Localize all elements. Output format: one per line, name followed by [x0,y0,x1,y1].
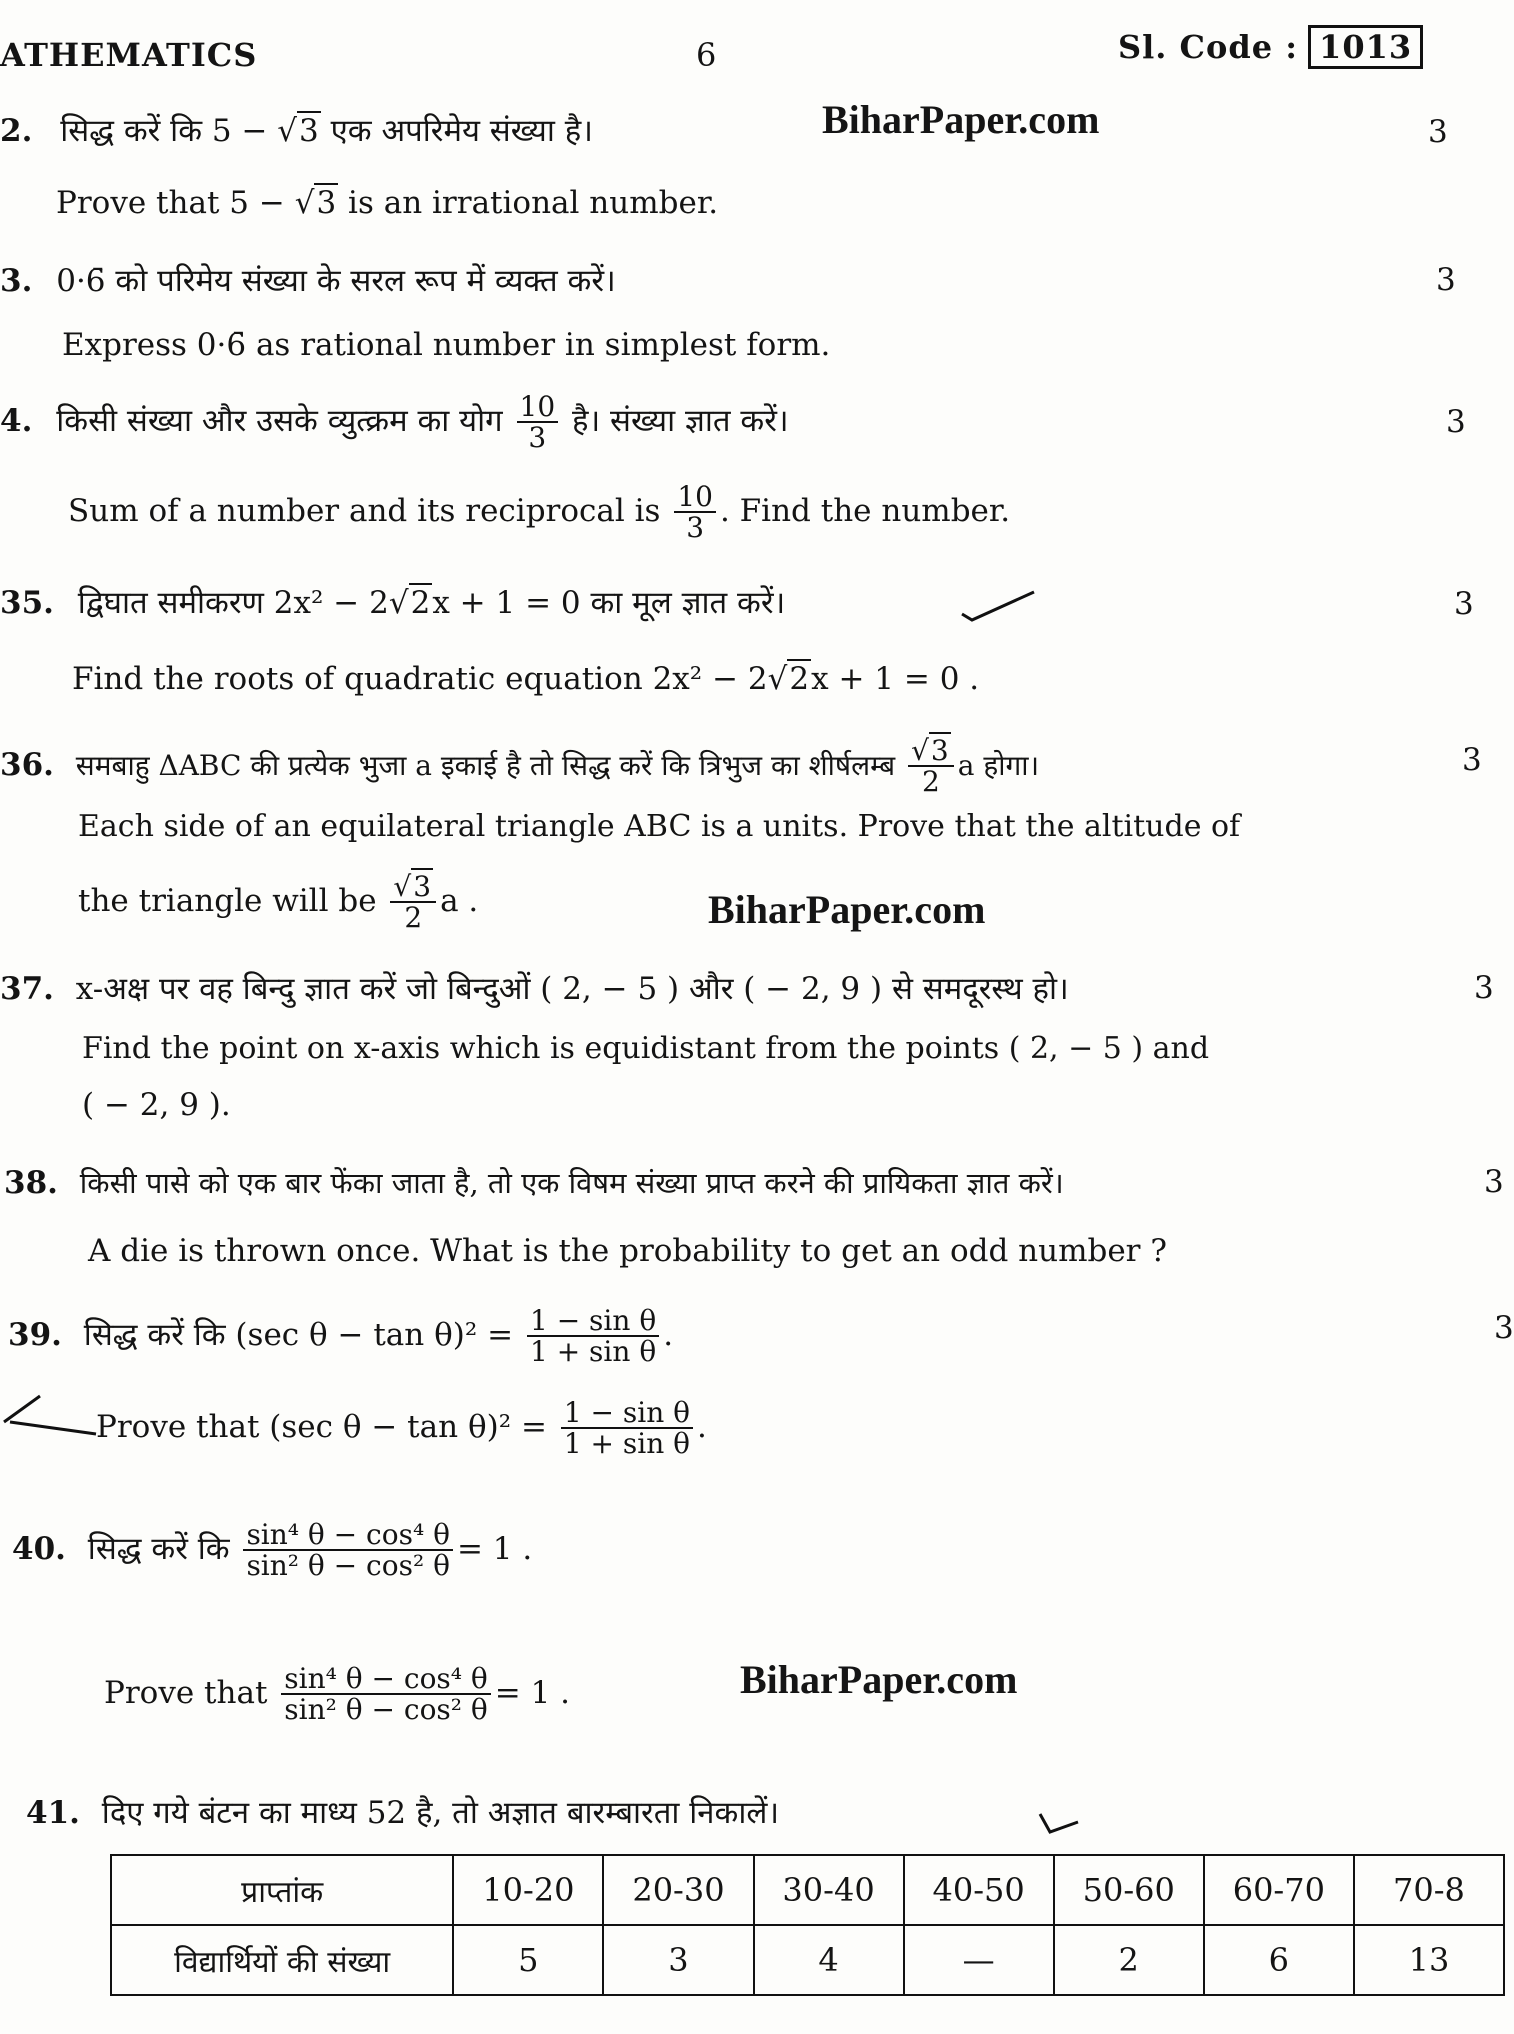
question-36-hindi: 36. समबाहु ΔABC की प्रत्येक भुजा a इकाई है तो सिद्ध करें कि त्रिभुज का शीर्षलम्ब $\frac{√3}{2}$ a होगा। [0,734,1040,799]
question-38-hindi: 38. किसी पासे को एक बार फेंका जाता है, तो एक विषम संख्या प्राप्त करने की प्रायिकता ज्ञात करें। [4,1165,1064,1201]
table-row [111,1855,1504,1925]
subject-title: ATHEMATICS [0,36,258,74]
fraction: $\frac{10}{3}$ [674,482,716,543]
watermark-3: BiharPaper.com [740,1657,1018,1702]
frequency-cell: 5 [453,1925,603,1995]
fraction: $\frac{\text{1 − sin θ}}{\text{1 + sin θ}}$ [561,1398,693,1459]
frequency-cell: 2 [1054,1925,1204,1995]
question-39-marks: 3 [1494,1310,1514,1346]
question-37-english-line2: ( − 2, 9 ). [82,1087,231,1123]
question-37-english-line1: Find the point on x-axis which is equidistant from the points ( 2, − 5 ) and [82,1031,1210,1066]
fraction: $\frac{\text{1 − sin θ}}{\text{1 + sin θ}}$ [527,1306,659,1367]
question-36-english-line2: the triangle will be $\frac{√3}{2}$ a . [78,870,479,935]
watermark-1: BiharPaper.com [822,97,1100,142]
question-39-hindi: 39. सिद्ध करें कि (sec θ − tan θ)² = $\frac{\text{1 − sin θ}}{\text{1 + sin θ}}$ . [8,1304,674,1369]
sl-code [1118,28,1423,66]
class-interval-cell: 40-50 [904,1855,1054,1925]
question-4-english: Sum of a number and its reciprocal is $\frac{10}{3}$ . Find the number. [68,480,1011,545]
tick-mark-icon [1036,1808,1082,1838]
question-35-english: Find the roots of quadratic equation 2x² − 2√2x + 1 = 0 . [72,661,980,697]
fraction: $\frac{10}{3}$ [517,392,559,453]
question-37-hindi: 37. x-अक्ष पर वह बिन्दु ज्ञात करें जो बिन्दुओं ( 2, − 5 ) और ( − 2, 9 ) से समदूरस्थ हो। [0,971,1069,1007]
question-38-english: A die is thrown once. What is the probability to get an odd number ? [88,1233,1167,1269]
fraction: $\frac{√3}{2}$ [908,736,954,797]
table-row [111,1925,1504,1995]
frequency-cell: — [904,1925,1054,1995]
class-interval-cell: 20-30 [603,1855,753,1925]
question-38-marks: 3 [1484,1164,1504,1200]
check-mark-icon [0,1388,100,1438]
class-interval-cell: 60-70 [1204,1855,1354,1925]
frequency-table-wrapper [110,1854,1505,1996]
frequency-cell: 13 [1354,1925,1504,1995]
question-number: 2. [0,113,33,149]
frequency-cell: 3 [603,1925,753,1995]
question-4-hindi: 4. किसी संख्या और उसके व्युत्क्रम का योग $\frac{10}{3}$ है। संख्या ज्ञात करें। [0,390,789,455]
page-number: 6 [696,36,718,74]
question-4-marks: 3 [1446,404,1466,440]
frequency-distribution-table [110,1854,1505,1996]
class-interval-cell: 50-60 [1054,1855,1204,1925]
fraction: $\frac{\text{sin⁴ θ − cos⁴ θ}}{\text{sin² θ − cos² θ}}$ [281,1664,491,1725]
question-35-hindi: 35. द्विघात समीकरण 2x² − 2√2x + 1 = 0 का मूल ज्ञात करें। [0,585,786,621]
sl-code-label: Sl. Code : [1118,28,1299,66]
fraction: $\frac{√3}{2}$ [390,872,436,933]
question-39-english: Prove that (sec θ − tan θ)² = $\frac{\text{1 − sin θ}}{\text{1 + sin θ}}$ . [96,1396,707,1461]
question-41-hindi: 41. दिए गये बंटन का माध्य 52 है, तो अज्ञात बारम्बारता निकालें। [26,1795,780,1831]
question-37-marks: 3 [1474,970,1494,1006]
watermark-2: BiharPaper.com [708,887,986,932]
question-2-marks: 3 [1428,114,1448,150]
sl-code-value: 1013 [1308,25,1423,69]
frequency-cell: 4 [754,1925,904,1995]
class-interval-cell: 70-8 [1354,1855,1504,1925]
question-36-marks: 3 [1462,742,1482,778]
tick-mark-icon [958,584,1038,624]
question-40-hindi: 40. सिद्ध करें कि $\frac{\text{sin⁴ θ − cos⁴ θ}}{\text{sin² θ − cos² θ}}$ = 1 . [12,1518,533,1583]
question-2-english: Prove that 5 − √3 is an irrational number. [56,185,719,221]
question-36-english-line1: Each side of an equilateral triangle ABC is a units. Prove that the altitude of [78,809,1241,844]
table-row-label-marks: प्राप्तांक [111,1855,453,1925]
question-35-marks: 3 [1454,586,1474,622]
class-interval-cell: 30-40 [754,1855,904,1925]
frequency-cell: 6 [1204,1925,1354,1995]
question-3-english: Express 0·6̄ as rational number in simplest form. [62,327,831,363]
question-3-hindi: 3. 0·6̄ को परिमेय संख्या के सरल रूप में व्यक्त करें। [0,263,616,299]
question-40-english: Prove that $\frac{\text{sin⁴ θ − cos⁴ θ}}{\text{sin² θ − cos² θ}}$ = 1 . [104,1662,571,1727]
table-row-label-students: विद्यार्थियों की संख्या [111,1925,453,1995]
class-interval-cell: 10-20 [453,1855,603,1925]
fraction: $\frac{\text{sin⁴ θ − cos⁴ θ}}{\text{sin² θ − cos² θ}}$ [243,1520,453,1581]
question-2-hindi: 2. सिद्ध करें कि 5 − √3 एक अपरिमेय संख्या है। [0,113,593,149]
question-3-marks: 3 [1436,262,1456,298]
